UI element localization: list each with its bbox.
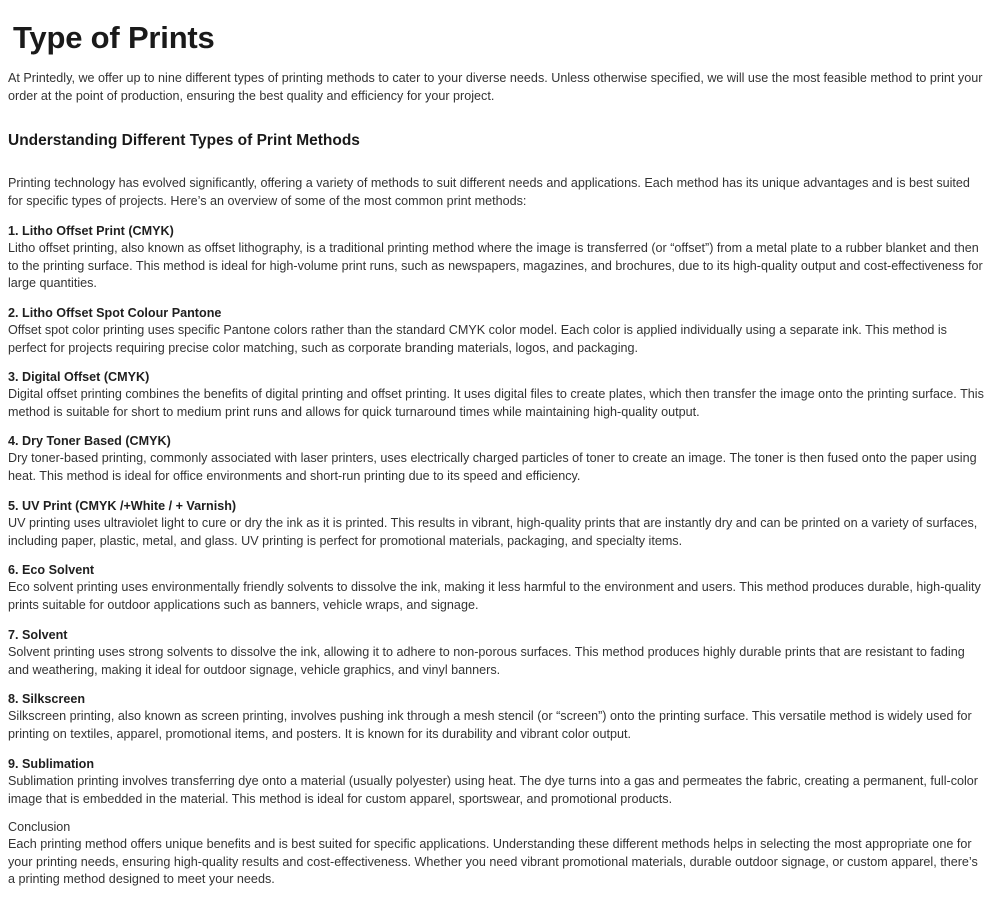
method-description: Dry toner-based printing, commonly associated with laser printers, uses electrically charged particles of toner to create an image. The toner is then fused onto the paper using heat. This method is ideal for office environments and short-run printing due to its speed and efficiency. xyxy=(8,451,977,483)
method-title: 3. Digital Offset (CMYK) xyxy=(8,370,150,384)
method-description: UV printing uses ultraviolet light to cure or dry the ink as it is printed. This results in vibrant, high-quality prints that are instantly dry and can be printed on a variety of surfaces, including paper, plastic, metal, and glass. UV printing is perfect for promotional materials, packaging, and specialty items. xyxy=(8,516,978,548)
section-heading: Understanding Different Types of Print Methods xyxy=(8,132,360,149)
method-description: Offset spot color printing uses specific Pantone colors rather than the standard CMYK color model. Each color is applied individually using a separate ink. This method is perfect for projects requiring precise color matching, such as corporate branding materials, logos, and packaging. xyxy=(8,323,947,355)
method-description: Eco solvent printing uses environmentally friendly solvents to dissolve the ink, making it less harmful to the environment and users. This method produces durable, high-quality prints suitable for outdoor applications such as banners, vehicle wraps, and signage. xyxy=(8,580,981,612)
method-title: 2. Litho Offset Spot Colour Pantone xyxy=(8,306,222,320)
method-item-silkscreen xyxy=(8,691,988,743)
method-title: 9. Sublimation xyxy=(8,757,95,771)
method-description: Litho offset printing, also known as offset lithography, is a traditional printing method where the image is transferred (or “offset”) from a metal plate to a rubber blanket and then to the printing surface. This method is ideal for high-volume print runs, such as newspapers, magazines, and brochures, due to its high-quality output and cost-effectiveness for large quantities. xyxy=(8,241,983,291)
method-item-digital-offset xyxy=(8,369,988,421)
intro-paragraph: At Printedly, we offer up to nine different types of printing methods to cater to your diverse needs. Unless otherwise specified, we will use the most feasible method to print your order at the point of production, ensuring the best quality and efficiency for your project. xyxy=(8,71,983,103)
method-title: 4. Dry Toner Based (CMYK) xyxy=(8,434,171,448)
method-title: 1. Litho Offset Print (CMYK) xyxy=(8,224,174,238)
method-item-eco-solvent xyxy=(8,562,988,614)
conclusion-text: Each printing method offers unique benefits and is best suited for specific applications. Understanding these different methods helps in selecting the most appropriate one for your printing needs, ensuring high-quality results and cost-effectiveness. Whether you need vibrant promotional materials, durable outdoor signage, or custom apparel, there’s a printing method designed to meet your needs. xyxy=(8,837,978,887)
method-title: 8. Silkscreen xyxy=(8,692,86,706)
method-title: 5. UV Print (CMYK /+White / + Varnish) xyxy=(8,499,237,513)
method-description: Sublimation printing involves transferring dye onto a material (usually polyester) using heat. The dye turns into a gas and permeates the fabric, creating a permanent, full-color image that is embedded in the material. This method is ideal for custom apparel, sportswear, and promotional products. xyxy=(8,774,979,806)
conclusion-section xyxy=(8,819,988,889)
method-description: Silkscreen printing, also known as screen printing, involves pushing ink through a mesh stencil (or “screen”) onto the printing surface. This versatile method is widely used for printing on textiles, apparel, promotional items, and posters. It is known for its durability and vibrant color output. xyxy=(8,709,972,741)
page-title: Type of Prints xyxy=(13,20,215,55)
overview-paragraph: Printing technology has evolved significantly, offering a variety of methods to suit different needs and applications. Each method has its unique advantages and is best suited for specific types of projects. Here’s an overview of some of the most common print methods: xyxy=(8,176,970,208)
conclusion-title: Conclusion xyxy=(8,820,71,834)
method-description: Solvent printing uses strong solvents to dissolve the ink, allowing it to adhere to non-porous surfaces. This method produces highly durable prints that are resistant to fading and weathering, making it ideal for outdoor signage, vehicle graphics, and vinyl banners. xyxy=(8,645,965,677)
method-item-solvent xyxy=(8,627,988,679)
method-item-uv-print xyxy=(8,498,988,550)
method-description: Digital offset printing combines the benefits of digital printing and offset printing. It uses digital files to create plates, which then transfer the image onto the printing surface. This method is suitable for short to medium print runs and allows for quick turnaround times while maintaining high-quality output. xyxy=(8,387,984,419)
method-item-sublimation xyxy=(8,756,988,808)
method-item-litho-offset xyxy=(8,223,988,293)
method-title: 7. Solvent xyxy=(8,628,68,642)
method-item-dry-toner xyxy=(8,433,988,485)
method-item-spot-colour xyxy=(8,305,988,357)
method-title: 6. Eco Solvent xyxy=(8,563,95,577)
